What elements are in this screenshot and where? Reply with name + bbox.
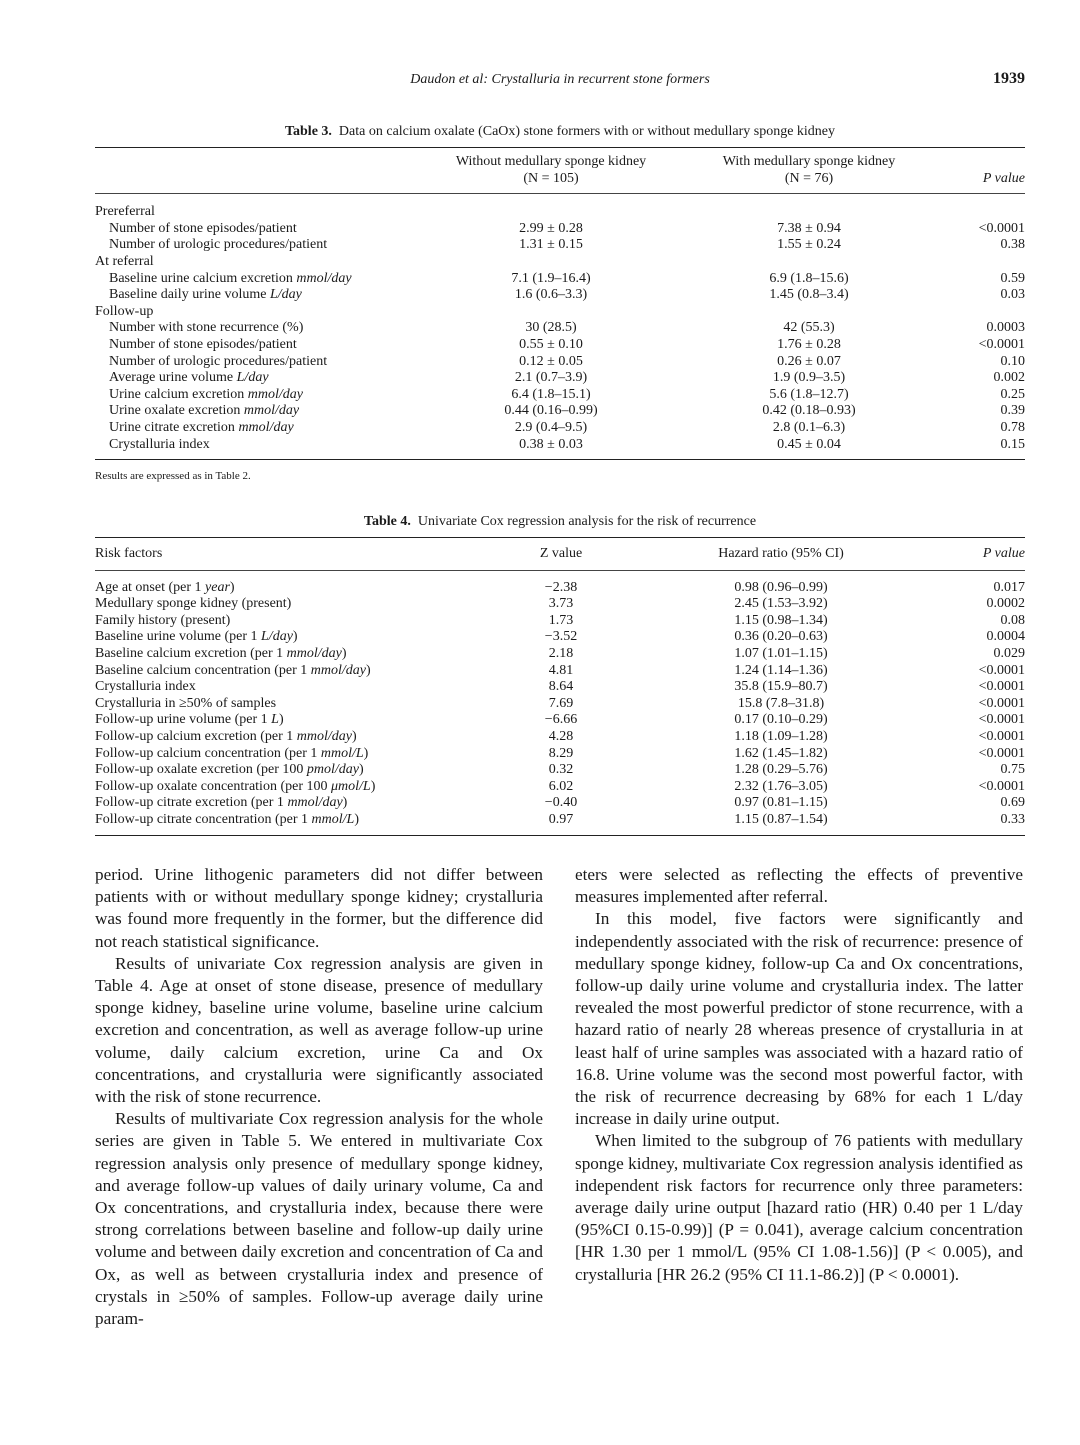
value-with-msk bbox=[659, 304, 959, 321]
table-row bbox=[95, 712, 1025, 729]
row-unit: L/day bbox=[236, 370, 269, 386]
table-3-label: Table 3. bbox=[284, 124, 332, 139]
hazard-ratio: 1.62 (1.45–1.82) bbox=[734, 745, 828, 761]
risk-factor bbox=[95, 613, 491, 630]
risk-factor-text: Age at onset (per 1 bbox=[95, 579, 206, 595]
table-4-caption bbox=[95, 514, 1025, 530]
risk-factor-text: Baseline calcium excretion (per 1 bbox=[95, 645, 287, 661]
row-label bbox=[95, 387, 443, 404]
row-label-text: Prereferral bbox=[95, 204, 155, 220]
row-label-text: Crystalluria index bbox=[109, 436, 210, 452]
table-row bbox=[95, 271, 1025, 288]
table-section-row bbox=[95, 254, 1025, 271]
col-z-value: Z value bbox=[539, 546, 583, 561]
z-value: −3.52 bbox=[544, 629, 578, 645]
risk-factor bbox=[95, 629, 491, 646]
z-value: 8.64 bbox=[548, 679, 574, 695]
table-row bbox=[95, 762, 1025, 779]
risk-factor-suffix: ) bbox=[363, 745, 369, 761]
col-risk-factors: Risk factors bbox=[95, 546, 163, 561]
hazard-ratio: 2.45 (1.53–3.92) bbox=[734, 596, 828, 612]
risk-factor bbox=[95, 596, 491, 613]
hazard-ratio: 1.24 (1.14–1.36) bbox=[734, 662, 828, 678]
risk-factor-unit: mmol/L bbox=[320, 745, 364, 761]
col-without-msk-label: Without medullary sponge kidney bbox=[455, 154, 647, 169]
table-4-label: Table 4. bbox=[363, 514, 411, 529]
value-without-msk bbox=[443, 254, 659, 271]
table-3-body bbox=[95, 194, 1025, 460]
value-without-msk: 0.44 (0.16–0.99) bbox=[504, 403, 598, 419]
row-label bbox=[95, 304, 443, 321]
p-value: 0.25 bbox=[1000, 386, 1025, 402]
p-value: 0.69 bbox=[1000, 795, 1025, 811]
risk-factor bbox=[95, 663, 491, 680]
table-row bbox=[95, 596, 1025, 613]
risk-factor-text: Follow-up calcium concentration (per 1 bbox=[95, 745, 321, 761]
z-value: −6.66 bbox=[544, 712, 578, 728]
value-without-msk: 0.55 ± 0.10 bbox=[519, 336, 583, 352]
risk-factor-text: Follow-up citrate concentration (per 1 bbox=[95, 811, 312, 827]
page-number: 1939 bbox=[993, 70, 1025, 87]
value-with-msk bbox=[659, 254, 959, 271]
row-label-text: Urine citrate excretion bbox=[109, 419, 239, 435]
row-label bbox=[95, 403, 443, 420]
value-without-msk: 2.1 (0.7–3.9) bbox=[514, 370, 588, 386]
risk-factor bbox=[95, 646, 491, 663]
value-without-msk: 6.4 (1.8–15.1) bbox=[511, 386, 591, 402]
p-value: 0.0003 bbox=[986, 320, 1025, 336]
p-value: 0.08 bbox=[1000, 612, 1025, 628]
risk-factor-unit: L bbox=[271, 712, 279, 728]
risk-factor-unit: mmol/day bbox=[287, 795, 343, 811]
paragraph: eters were selected as reflecting the effects of preventive measures implemented after referral. bbox=[575, 865, 1023, 907]
row-unit: mmol/day bbox=[296, 270, 352, 286]
p-value: <0.0001 bbox=[978, 220, 1025, 236]
row-label-text: Number of urologic procedures/patient bbox=[109, 353, 328, 369]
row-label bbox=[95, 354, 443, 371]
risk-factor-unit: μmol/L bbox=[330, 778, 371, 794]
table-row bbox=[95, 812, 1025, 835]
table-3-grid bbox=[95, 147, 1025, 460]
value-with-msk: 0.45 ± 0.04 bbox=[777, 436, 841, 452]
table-row bbox=[95, 629, 1025, 646]
table-4 bbox=[95, 514, 1025, 836]
table-row bbox=[95, 570, 1025, 596]
p-value: 0.75 bbox=[1000, 762, 1025, 778]
p-value: 0.017 bbox=[993, 579, 1025, 595]
table-4-grid bbox=[95, 537, 1025, 836]
table-row bbox=[95, 237, 1025, 254]
p-value: 0.0004 bbox=[986, 629, 1025, 645]
risk-factor-text: Follow-up urine volume (per 1 bbox=[95, 712, 272, 728]
p-value: 0.15 bbox=[1000, 436, 1025, 452]
p-value: <0.0001 bbox=[978, 712, 1025, 728]
risk-factor bbox=[95, 696, 491, 713]
risk-factor-suffix: ) bbox=[370, 778, 376, 794]
risk-factor bbox=[95, 712, 491, 729]
value-without-msk: 0.12 ± 0.05 bbox=[519, 353, 583, 369]
value-without-msk bbox=[443, 304, 659, 321]
z-value: 7.69 bbox=[548, 695, 574, 711]
row-label-text: Number of stone episodes/patient bbox=[109, 220, 297, 236]
risk-factor-text: Crystalluria index bbox=[95, 679, 196, 695]
hazard-ratio: 0.36 (0.20–0.63) bbox=[734, 629, 828, 645]
p-value: 0.59 bbox=[1000, 270, 1025, 286]
p-value: 0.002 bbox=[993, 370, 1025, 386]
risk-factor-text: Follow-up calcium excretion (per 1 bbox=[95, 728, 297, 744]
z-value: −0.40 bbox=[544, 795, 578, 811]
col-without-msk-n: (N = 105) bbox=[523, 170, 579, 186]
value-with-msk: 7.38 ± 0.94 bbox=[777, 220, 841, 236]
risk-factor-unit: mmol/L bbox=[311, 811, 355, 827]
z-value: 2.18 bbox=[548, 645, 574, 661]
value-without-msk: 1.31 ± 0.15 bbox=[519, 237, 583, 253]
row-label bbox=[95, 221, 443, 238]
value-with-msk: 6.9 (1.8–15.6) bbox=[769, 270, 849, 286]
risk-factor-suffix: ) bbox=[354, 811, 360, 827]
hazard-ratio: 0.97 (0.81–1.15) bbox=[734, 795, 828, 811]
row-label-text: Follow-up bbox=[95, 303, 154, 319]
row-label bbox=[95, 320, 443, 337]
risk-factor bbox=[95, 746, 491, 763]
p-value bbox=[959, 304, 1025, 321]
p-value: <0.0001 bbox=[978, 336, 1025, 352]
risk-factor bbox=[95, 762, 491, 779]
risk-factor-suffix: ) bbox=[292, 629, 298, 645]
table-row bbox=[95, 679, 1025, 696]
row-unit: mmol/day bbox=[238, 419, 294, 435]
row-label bbox=[95, 287, 443, 304]
table-4-body bbox=[95, 570, 1025, 835]
table-row bbox=[95, 320, 1025, 337]
p-value: <0.0001 bbox=[978, 662, 1025, 678]
hazard-ratio: 1.15 (0.87–1.54) bbox=[734, 811, 828, 827]
value-with-msk: 5.6 (1.8–12.7) bbox=[769, 386, 849, 402]
col-hazard-ratio: Hazard ratio (95% CI) bbox=[718, 546, 844, 561]
p-value: 0.78 bbox=[1000, 419, 1025, 435]
p-value: 0.33 bbox=[1000, 811, 1025, 827]
p-value: 0.39 bbox=[1000, 403, 1025, 419]
risk-factor-text: Baseline urine volume (per 1 bbox=[95, 629, 262, 645]
p-value: 0.03 bbox=[1000, 287, 1025, 303]
risk-factor-suffix: ) bbox=[365, 662, 371, 678]
row-label-text: Urine calcium excretion bbox=[109, 386, 248, 402]
value-without-msk: 30 (28.5) bbox=[525, 320, 577, 336]
paragraph: Results of multivariate Cox regression analysis for the whole series are given in Table 5. We entered in multivariate Cox regression analysis only presence of medullary sponge kidney, and average follow-up values of daily urinary volume, Ca and Ox concentrations, and crystalluria index, because there were strong correlations between baseline and follow-up daily urine volume and between daily excretion and concentration of Ca and Ox, as well as between crystalluria index and presence of crystals in ≥50% of samples. Follow-up average daily urine param- bbox=[95, 1109, 543, 1329]
row-label-text: Number with stone recurrence (%) bbox=[109, 320, 304, 336]
row-label bbox=[95, 370, 443, 387]
row-label-text: Average urine volume bbox=[109, 370, 237, 386]
risk-factor-unit: year bbox=[205, 579, 230, 595]
value-with-msk: 2.8 (0.1–6.3) bbox=[772, 419, 846, 435]
table-4-caption-text: Univariate Cox regression analysis for the risk of recurrence bbox=[417, 514, 757, 529]
p-value: 0.38 bbox=[1000, 237, 1025, 253]
hazard-ratio: 1.28 (0.29–5.76) bbox=[734, 762, 828, 778]
value-without-msk: 0.38 ± 0.03 bbox=[519, 436, 583, 452]
p-value: <0.0001 bbox=[978, 728, 1025, 744]
row-label-text: Number of urologic procedures/patient bbox=[109, 237, 328, 253]
hazard-ratio: 0.17 (0.10–0.29) bbox=[734, 712, 828, 728]
p-value: <0.0001 bbox=[978, 745, 1025, 761]
z-value: 6.02 bbox=[548, 778, 574, 794]
paragraph: period. Urine lithogenic parameters did not differ between patients with or without medullary sponge kidney; crystalluria was found more frequently in the former, but the difference did not reach statistical significance. bbox=[95, 865, 543, 951]
row-label-text: Urine oxalate excretion bbox=[109, 403, 244, 419]
table-row bbox=[95, 613, 1025, 630]
risk-factor-unit: mmol/day bbox=[296, 728, 352, 744]
z-value: 0.32 bbox=[548, 762, 574, 778]
row-label-text: Baseline daily urine volume bbox=[109, 287, 270, 303]
z-value: 0.97 bbox=[548, 811, 574, 827]
body-column-left bbox=[95, 864, 543, 1330]
table-row bbox=[95, 663, 1025, 680]
table-3-caption bbox=[95, 124, 1025, 140]
table-row bbox=[95, 403, 1025, 420]
p-value: <0.0001 bbox=[978, 695, 1025, 711]
hazard-ratio: 2.32 (1.76–3.05) bbox=[734, 778, 828, 794]
body-column-right bbox=[575, 864, 1023, 1286]
row-label bbox=[95, 194, 443, 221]
risk-factor-text: Family history (present) bbox=[95, 612, 231, 628]
z-value: 3.73 bbox=[548, 596, 574, 612]
hazard-ratio: 35.8 (15.9–80.7) bbox=[734, 679, 828, 695]
row-label bbox=[95, 254, 443, 271]
table-section-row bbox=[95, 304, 1025, 321]
risk-factor bbox=[95, 812, 491, 835]
risk-factor-suffix: ) bbox=[278, 712, 284, 728]
row-unit: mmol/day bbox=[247, 386, 303, 402]
table-section-row bbox=[95, 194, 1025, 221]
value-without-msk: 2.9 (0.4–9.5) bbox=[514, 419, 588, 435]
value-with-msk: 1.45 (0.8–3.4) bbox=[769, 287, 849, 303]
table-row bbox=[95, 437, 1025, 460]
row-label-text: Baseline urine calcium excretion bbox=[109, 270, 297, 286]
risk-factor-suffix: ) bbox=[229, 579, 235, 595]
z-value: −2.38 bbox=[544, 579, 578, 595]
table-row bbox=[95, 729, 1025, 746]
risk-factor-text: Medullary sponge kidney (present) bbox=[95, 596, 292, 612]
p-value: 0.029 bbox=[993, 645, 1025, 661]
paragraph: Results of univariate Cox regression analysis are given in Table 4. Age at onset of stone disease, presence of medullary sponge kidney, baseline urine volume, baseline urine calcium excretion and concentration, as well as average follow-up urine volume, daily calcium excretion, urine Ca and Ox concentrations, and crystalluria were significantly associated with the risk of stone recurrence. bbox=[95, 953, 543, 1107]
col-without-msk bbox=[443, 148, 659, 194]
risk-factor-text: Follow-up oxalate excretion (per 100 bbox=[95, 762, 307, 778]
hazard-ratio: 1.15 (0.98–1.34) bbox=[734, 612, 828, 628]
value-with-msk bbox=[659, 194, 959, 221]
table-row bbox=[95, 646, 1025, 663]
table-row bbox=[95, 370, 1025, 387]
risk-factor-suffix: ) bbox=[341, 645, 347, 661]
z-value: 4.81 bbox=[548, 662, 574, 678]
running-head bbox=[95, 70, 1025, 92]
risk-factor-suffix: ) bbox=[342, 795, 348, 811]
paragraph: When limited to the subgroup of 76 patients with medullary sponge kidney, multivariate Cox regression analysis identified as independent risk factors for recurrence only three parameters: average daily urine output [hazard ratio (HR) 0.40 per 1 L/day (95%CI 0.15-0.99)] (P = 0.041), average calcium concentration [HR 1.30 per 1 mmol/L (95% CI 1.08-1.56)] (P < 0.005), and crystalluria [HR 26.2 (95% CI 11.1-86.2)] (P < 0.0001). bbox=[575, 1131, 1023, 1284]
p-value: <0.0001 bbox=[978, 679, 1025, 695]
risk-factor-text: Baseline calcium concentration (per 1 bbox=[95, 662, 311, 678]
value-with-msk: 1.9 (0.9–3.5) bbox=[772, 370, 846, 386]
table-row bbox=[95, 221, 1025, 238]
value-with-msk: 1.76 ± 0.28 bbox=[777, 336, 841, 352]
value-without-msk: 1.6 (0.6–3.3) bbox=[514, 287, 588, 303]
row-label bbox=[95, 437, 443, 460]
table-3 bbox=[95, 124, 1025, 482]
hazard-ratio: 1.07 (1.01–1.15) bbox=[734, 645, 828, 661]
risk-factor-text: Follow-up oxalate concentration (per 100 bbox=[95, 778, 331, 794]
p-value: <0.0001 bbox=[978, 778, 1025, 794]
value-without-msk: 7.1 (1.9–16.4) bbox=[511, 270, 591, 286]
row-label bbox=[95, 420, 443, 437]
z-value: 4.28 bbox=[548, 728, 574, 744]
p-value bbox=[959, 194, 1025, 221]
risk-factor-unit: L/day bbox=[261, 629, 293, 645]
risk-factor bbox=[95, 570, 491, 596]
value-without-msk: 2.99 ± 0.28 bbox=[519, 220, 583, 236]
paragraph: In this model, five factors were significantly and independently associated with the risk of recurrence: presence of medullary sponge kidney, follow-up Ca and Ox concentrations, follow-up daily urine volume and crystalluria index. The latter revealed the most powerful predictor of stone recurrence, with a hazard ratio of nearly 28 whereas presence of crystalluria in at least half of urine samples was associated with a hazard ratio of 16.8. Urine volume was the second most powerful factor, with the risk of recurrence decreasing by 68% for each 1 L/day increase in daily urine output. bbox=[575, 909, 1023, 1129]
hazard-ratio: 0.98 (0.96–0.99) bbox=[734, 579, 828, 595]
risk-factor bbox=[95, 779, 491, 796]
col-with-msk bbox=[659, 148, 959, 194]
z-value: 8.29 bbox=[548, 745, 574, 761]
p-value bbox=[959, 254, 1025, 271]
table-3-header-row bbox=[95, 148, 1025, 194]
risk-factor-text: Crystalluria in ≥50% of samples bbox=[95, 695, 277, 711]
z-value: 1.73 bbox=[548, 612, 574, 628]
row-unit: L/day bbox=[269, 287, 302, 303]
risk-factor-unit: mmol/day bbox=[286, 645, 342, 661]
row-unit: mmol/day bbox=[243, 403, 300, 419]
table-row bbox=[95, 387, 1025, 404]
risk-factor-unit: pmol/day bbox=[306, 762, 359, 778]
table-row bbox=[95, 420, 1025, 437]
col-with-msk-label: With medullary sponge kidney bbox=[722, 154, 896, 169]
table-3-footnote: Results are expressed as in Table 2. bbox=[95, 470, 251, 483]
risk-factor-suffix: ) bbox=[359, 762, 364, 778]
row-label bbox=[95, 271, 443, 288]
risk-factor bbox=[95, 679, 491, 696]
row-label-text: At referral bbox=[95, 253, 154, 269]
col-p-value: P value bbox=[982, 170, 1025, 186]
table-row bbox=[95, 337, 1025, 354]
table-row bbox=[95, 696, 1025, 713]
table-3-caption-text: Data on calcium oxalate (CaOx) stone formers with or without medullary sponge kidney bbox=[338, 124, 836, 139]
table-row bbox=[95, 746, 1025, 763]
table-row bbox=[95, 795, 1025, 812]
hazard-ratio: 15.8 (7.8–31.8) bbox=[737, 695, 825, 711]
value-with-msk: 1.55 ± 0.24 bbox=[777, 237, 841, 253]
running-title: Daudon et al: Crystalluria in recurrent stone formers bbox=[410, 72, 710, 87]
risk-factor bbox=[95, 795, 491, 812]
col-with-msk-n: (N = 76) bbox=[784, 170, 834, 186]
value-with-msk: 42 (55.3) bbox=[783, 320, 835, 336]
p-value: 0.0002 bbox=[986, 596, 1025, 612]
table-row bbox=[95, 354, 1025, 371]
row-label-text: Number of stone episodes/patient bbox=[109, 336, 297, 352]
value-without-msk bbox=[443, 194, 659, 221]
table-row bbox=[95, 287, 1025, 304]
hazard-ratio: 1.18 (1.09–1.28) bbox=[734, 728, 828, 744]
row-label bbox=[95, 337, 443, 354]
table-row bbox=[95, 779, 1025, 796]
p-value: 0.10 bbox=[1000, 353, 1025, 369]
row-label bbox=[95, 237, 443, 254]
col-p-value: P value bbox=[982, 546, 1025, 561]
risk-factor-suffix: ) bbox=[352, 728, 357, 744]
risk-factor-text: Follow-up citrate excretion (per 1 bbox=[95, 795, 288, 811]
value-with-msk: 0.42 (0.18–0.93) bbox=[762, 403, 856, 419]
table-4-header-row bbox=[95, 538, 1025, 571]
risk-factor-unit: mmol/day bbox=[310, 662, 366, 678]
value-with-msk: 0.26 ± 0.07 bbox=[777, 353, 841, 369]
risk-factor bbox=[95, 729, 491, 746]
